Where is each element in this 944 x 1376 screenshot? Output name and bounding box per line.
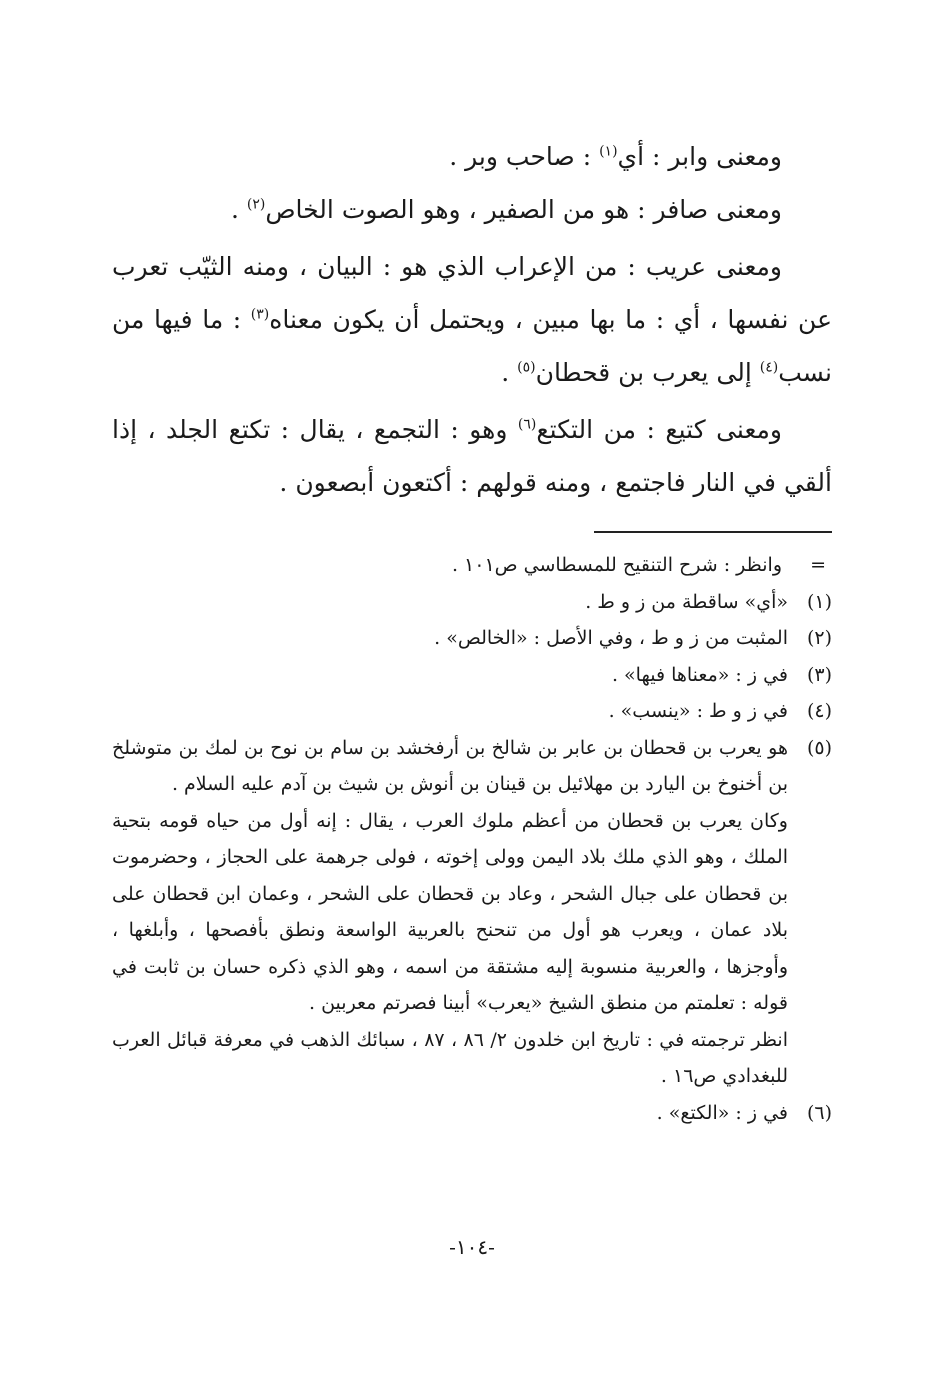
footnote-text: انظر ترجمته في : تاريخ ابن خلدون ٢/ ٨٦ ، ٨٧ ، سبائك الذهب في معرفة قبائل العرب للبغدادي ص١٦ .: [112, 1028, 788, 1087]
footnote-text: وانظر : شرح التنقيح للمسطاسي ص١٠١ .: [451, 554, 782, 576]
footnote-ref-5: (٥): [517, 359, 536, 376]
footnote-ref-4: (٤): [759, 359, 779, 376]
paragraph-safir: [112, 183, 832, 236]
footnote-text: «أي» ساقطة من ز و ط .: [585, 590, 788, 613]
footnote-2: [112, 620, 832, 657]
continuation-mark: =: [810, 554, 826, 576]
paragraph-text: ومعنى كتيع : من التكتع: [536, 415, 782, 444]
page-number: -١٠٤-: [449, 1235, 495, 1259]
paragraph-text: إلى يعرب بن قحطان: [535, 358, 760, 387]
footnote-6: [112, 1095, 832, 1132]
footnote-text: المثبت من ز و ط ، وفي الأصل : «الخالص» .: [434, 627, 788, 649]
page-content: [112, 130, 832, 1270]
paragraph-text: : ما فيها من نسب: [112, 305, 832, 387]
footnote-text: هو يعرب بن قحطان بن عابر بن شالخ بن أرفخشد بن سام بن نوح بن لمك بن متوشلخ بن أخنوخ بن اليارد بن مهلائيل بن قينان بن أنوش بن شيث بن آدم عليه السلام .: [112, 736, 788, 795]
footnote-number: (١): [806, 590, 832, 613]
footnote-text: في ز و ط : «ينسب» .: [608, 700, 788, 722]
footnote-5: [112, 730, 832, 803]
footnote-ref-2: (٢): [246, 196, 266, 213]
footnotes: [112, 547, 832, 1131]
footnote-separator: [594, 531, 832, 533]
footnote-continuation: [112, 547, 832, 584]
paragraph-arib: [112, 240, 832, 399]
footnote-number: (٢): [806, 627, 832, 649]
footnote-ref-6: (٦): [517, 416, 537, 433]
footnote-text: وكان يعرب بن قحطان من أعظم ملوك العرب ، يقال : إنه أول من حياه قومه بتحية الملك ، وهو الذي ملك بلاد اليمن وولى إخوته ، فولى جرهمة على الحجاز ، وحضرموت بن قحطان على جبال الشحر ، وعاد بن قحطان على الشحر ، وعمان ابن قحطان على بلاد عمان ، ويعرب هو أول من تنحنح بالعربية الواسعة ونطق بأفصحها ، وأبلغها ، وأوجزها ، والعربية منسوبة إليه مشتقة من اسمه ، وهو الذي ذكره حسان بن ثابت في قوله : تعلمتم من منطق الشيخ «يعرب» أبينا فصرتم معربين .: [112, 809, 788, 1014]
paragraph-katie: [112, 403, 832, 509]
footnote-number: (٥): [806, 736, 832, 759]
footnote-3: [112, 657, 832, 694]
footnote-4: [112, 693, 832, 730]
main-text: [112, 130, 832, 509]
footnote-number: (٦): [806, 1101, 832, 1124]
paragraph-text: : صاحب وبر .: [449, 142, 600, 171]
paragraph-text: ومعنى صافر : هو من الصفير ، وهو الصوت الخاص: [265, 195, 782, 224]
footnote-number: (٣): [806, 663, 832, 686]
paragraph-text: ومعنى عريب : من الإعراب الذي هو : البيان ، ومنه الثيّب تعرب عن نفسها ، أي : ما بها مبين ، ويحتمل أن يكون معناه: [112, 252, 833, 334]
footnote-number: (٤): [806, 700, 832, 722]
paragraph-text: .: [230, 195, 247, 224]
footnote-ref-3: (٣): [250, 306, 270, 323]
paragraph-text: وهو : التجمع ، يقال : تكتع الجلد ، إذا ألقي في النار فاجتمع ، ومنه قولهم : أكتعون أبصعون .: [112, 415, 832, 497]
footnote-1: [112, 584, 832, 621]
footnote-5-continuation: [112, 803, 832, 1095]
footnote-ref-1: (١): [599, 143, 618, 160]
footnote-text: في ز : «الكتع» .: [656, 1101, 788, 1124]
paragraph-wabir: [112, 130, 832, 183]
paragraph-text: ومعنى وابر : أي: [617, 142, 782, 171]
footnote-text: في ز : «معناها فيها» .: [611, 663, 788, 686]
paragraph-text: .: [501, 358, 518, 387]
